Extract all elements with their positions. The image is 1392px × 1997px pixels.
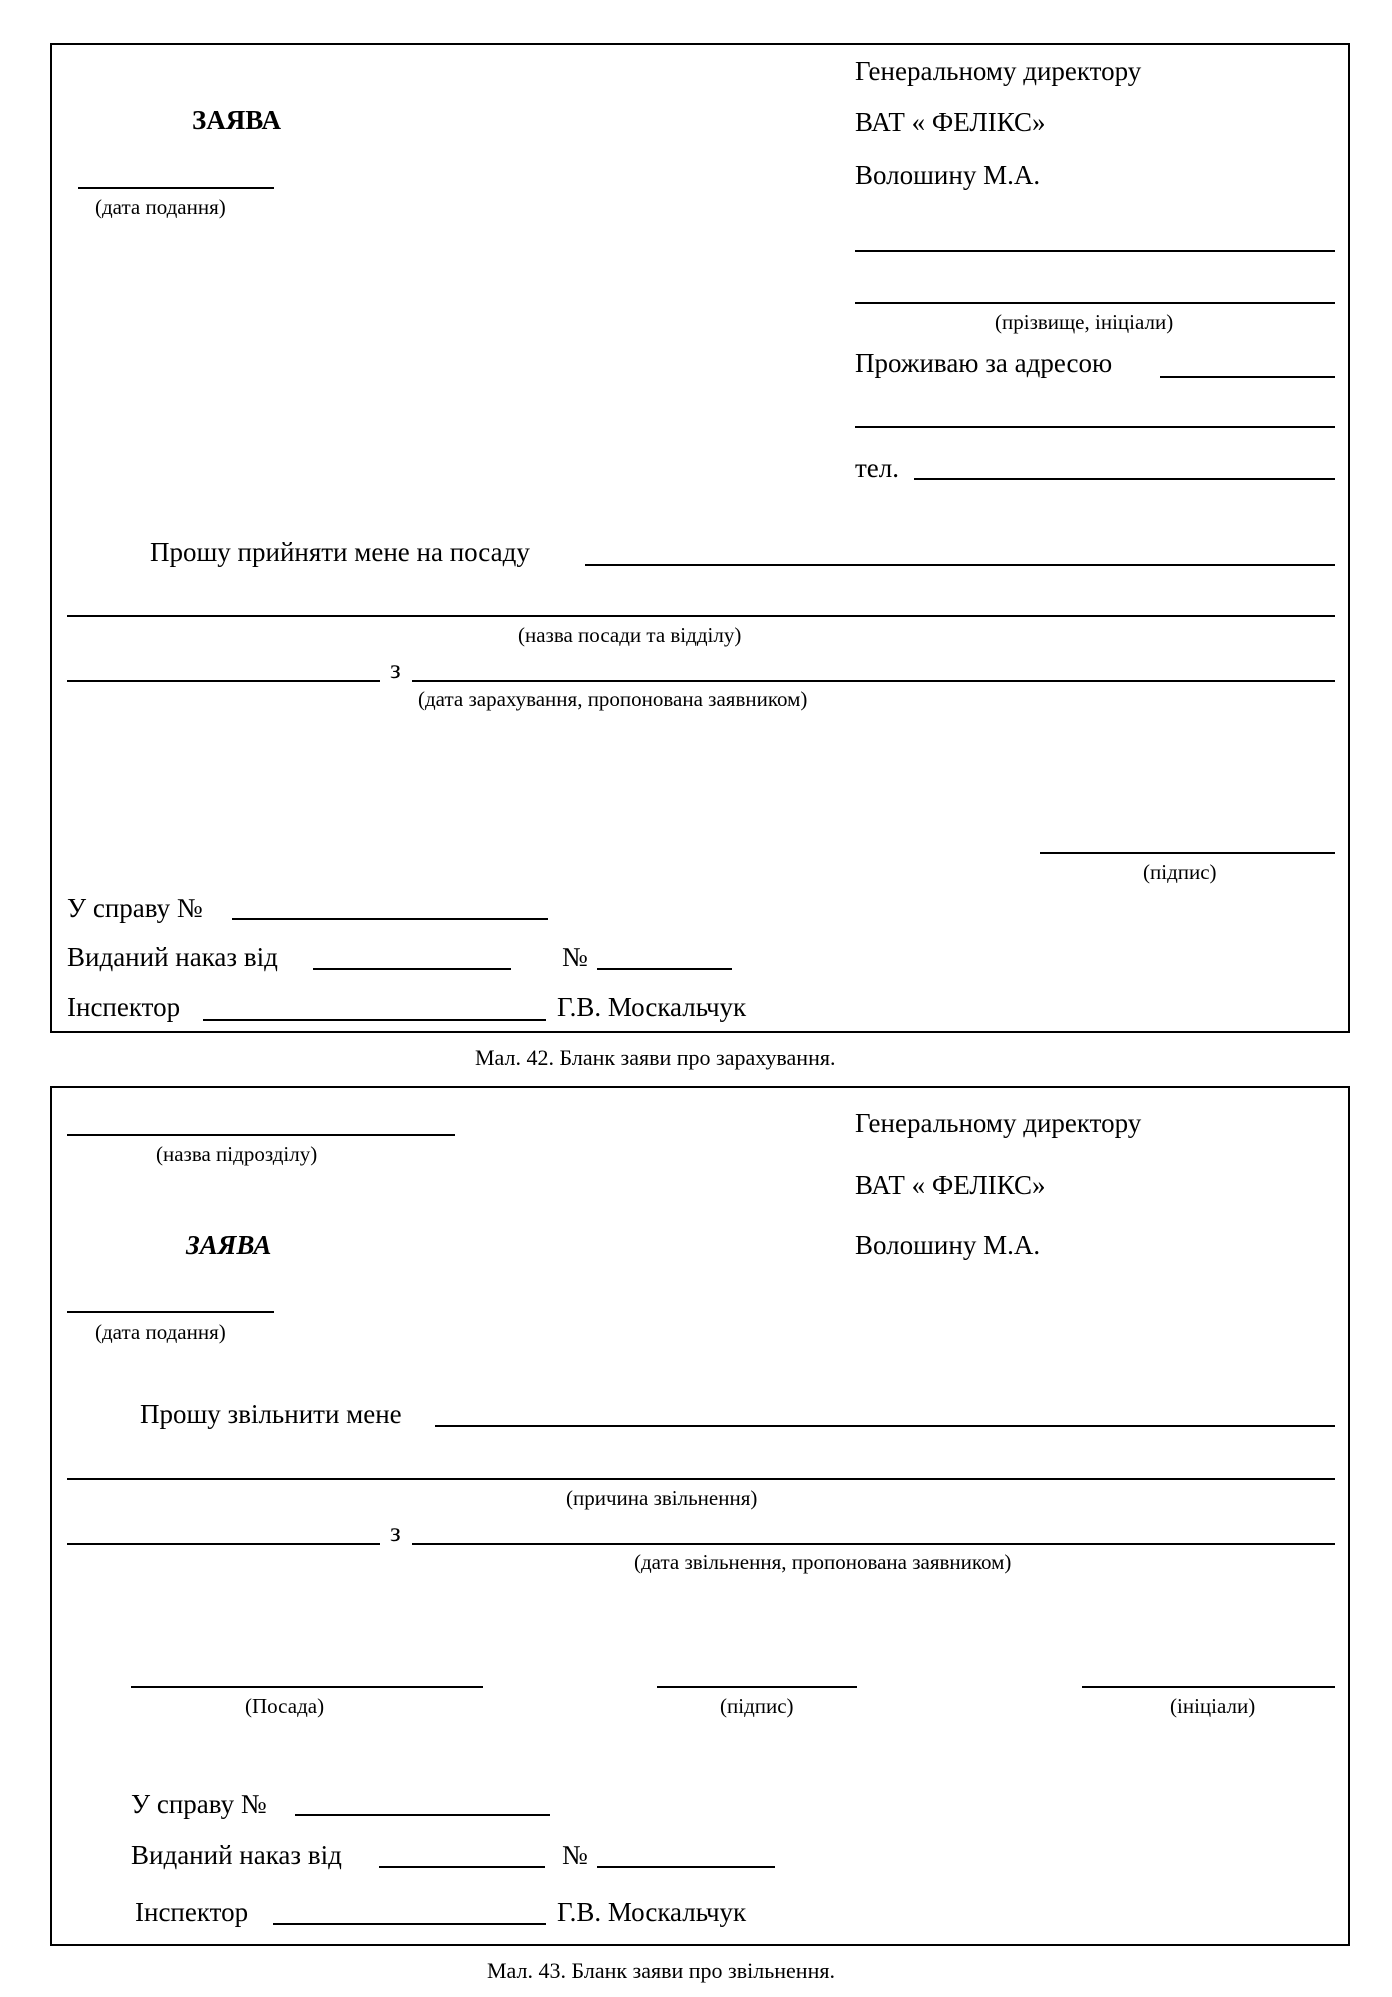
form2-inspector-label: Інспектор	[135, 1897, 249, 1927]
form2-dismissal-date-line[interactable]	[412, 1543, 1335, 1545]
form1-position-label: (назва посади та відділу)	[518, 623, 742, 647]
form1-order-label: Виданий наказ від	[67, 942, 278, 972]
form2-title: ЗАЯВА	[186, 1230, 272, 1260]
form2-order-number-sign: №	[562, 1840, 588, 1870]
form1-start-date-line[interactable]	[412, 680, 1335, 682]
form2-date-line[interactable]	[67, 1311, 274, 1313]
form1-name-label: (прізвище, ініціали)	[995, 310, 1174, 334]
form1-position-line1[interactable]	[585, 564, 1335, 566]
form1-case-line[interactable]	[232, 918, 548, 920]
form1-inspector-label: Інспектор	[67, 992, 181, 1022]
form2-inspector-name: Г.В. Москальчук	[557, 1897, 747, 1927]
form2-reason-line2[interactable]	[67, 1478, 1335, 1480]
form1-phone-label: тел.	[855, 453, 900, 483]
form1-from-line-left[interactable]	[67, 680, 380, 682]
form2-request-text: Прошу звільнити мене	[140, 1399, 402, 1429]
form1-order-date-line[interactable]	[313, 968, 511, 970]
form2-initials-line[interactable]	[1082, 1686, 1335, 1688]
form2-from-line-left[interactable]	[67, 1543, 380, 1545]
form1-position-line2[interactable]	[67, 615, 1335, 617]
form2-case-line[interactable]	[295, 1814, 550, 1816]
form1-address-line1[interactable]	[1160, 376, 1335, 378]
form2-addressee-line1: Генеральному директору	[855, 1108, 1142, 1138]
form1-phone-line[interactable]	[914, 478, 1335, 480]
form1-request-text: Прошу прийняти мене на посаду	[150, 537, 530, 567]
form1-signature-label: (підпис)	[1143, 860, 1217, 884]
form2-case-label: У справу №	[131, 1789, 267, 1819]
caption-figure-42: Мал. 42. Бланк заяви про зарахування.	[475, 1045, 836, 1070]
form1-from-word: з	[390, 654, 401, 684]
form1-inspector-line[interactable]	[203, 1019, 546, 1021]
form2-signature-line[interactable]	[657, 1686, 857, 1688]
form1-name-line2[interactable]	[855, 302, 1335, 304]
form2-reason-label: (причина звільнення)	[566, 1486, 758, 1510]
form1-address-line2[interactable]	[855, 426, 1335, 428]
form2-addressee-line2: ВАТ « ФЕЛІКС»	[855, 1170, 1046, 1200]
form2-order-date-line[interactable]	[379, 1866, 545, 1868]
form1-order-number-sign: №	[562, 942, 588, 972]
form1-addressee-line1: Генеральному директору	[855, 56, 1142, 86]
form2-post-line[interactable]	[131, 1686, 483, 1688]
form1-inspector-name: Г.В. Москальчук	[557, 992, 747, 1022]
form1-addressee-line3: Волошину М.А.	[855, 160, 1041, 190]
form2-signature-label: (підпис)	[720, 1694, 794, 1718]
form1-start-date-label: (дата зарахування, пропонована заявником)	[418, 687, 808, 711]
form2-post-label: (Посада)	[245, 1694, 325, 1718]
form1-title: ЗАЯВА	[192, 105, 282, 135]
caption-figure-43: Мал. 43. Бланк заяви про звільнення.	[487, 1958, 835, 1983]
form2-initials-label: (ініціали)	[1170, 1694, 1256, 1718]
form2-department-label: (назва підрозділу)	[156, 1142, 318, 1166]
form1-case-label: У справу №	[67, 893, 203, 923]
form2-reason-line1[interactable]	[435, 1425, 1335, 1427]
form2-order-number-line[interactable]	[597, 1866, 775, 1868]
form2-from-word: з	[390, 1517, 401, 1547]
form1-name-line1[interactable]	[855, 250, 1335, 252]
form1-address-label: Проживаю за адресою	[855, 348, 1113, 378]
form1-date-line[interactable]	[78, 187, 274, 189]
form2-inspector-line[interactable]	[273, 1923, 546, 1925]
form2-date-label: (дата подання)	[95, 1320, 226, 1344]
form2-department-line[interactable]	[67, 1134, 455, 1136]
form2-order-label: Виданий наказ від	[131, 1840, 342, 1870]
form1-signature-line[interactable]	[1040, 852, 1335, 854]
form1-order-number-line[interactable]	[597, 968, 732, 970]
form1-date-label: (дата подання)	[95, 195, 226, 219]
form2-addressee-line3: Волошину М.А.	[855, 1230, 1041, 1260]
form1-addressee-line2: ВАТ « ФЕЛІКС»	[855, 107, 1046, 137]
form2-dismissal-date-label: (дата звільнення, пропонована заявником)	[634, 1550, 1012, 1574]
